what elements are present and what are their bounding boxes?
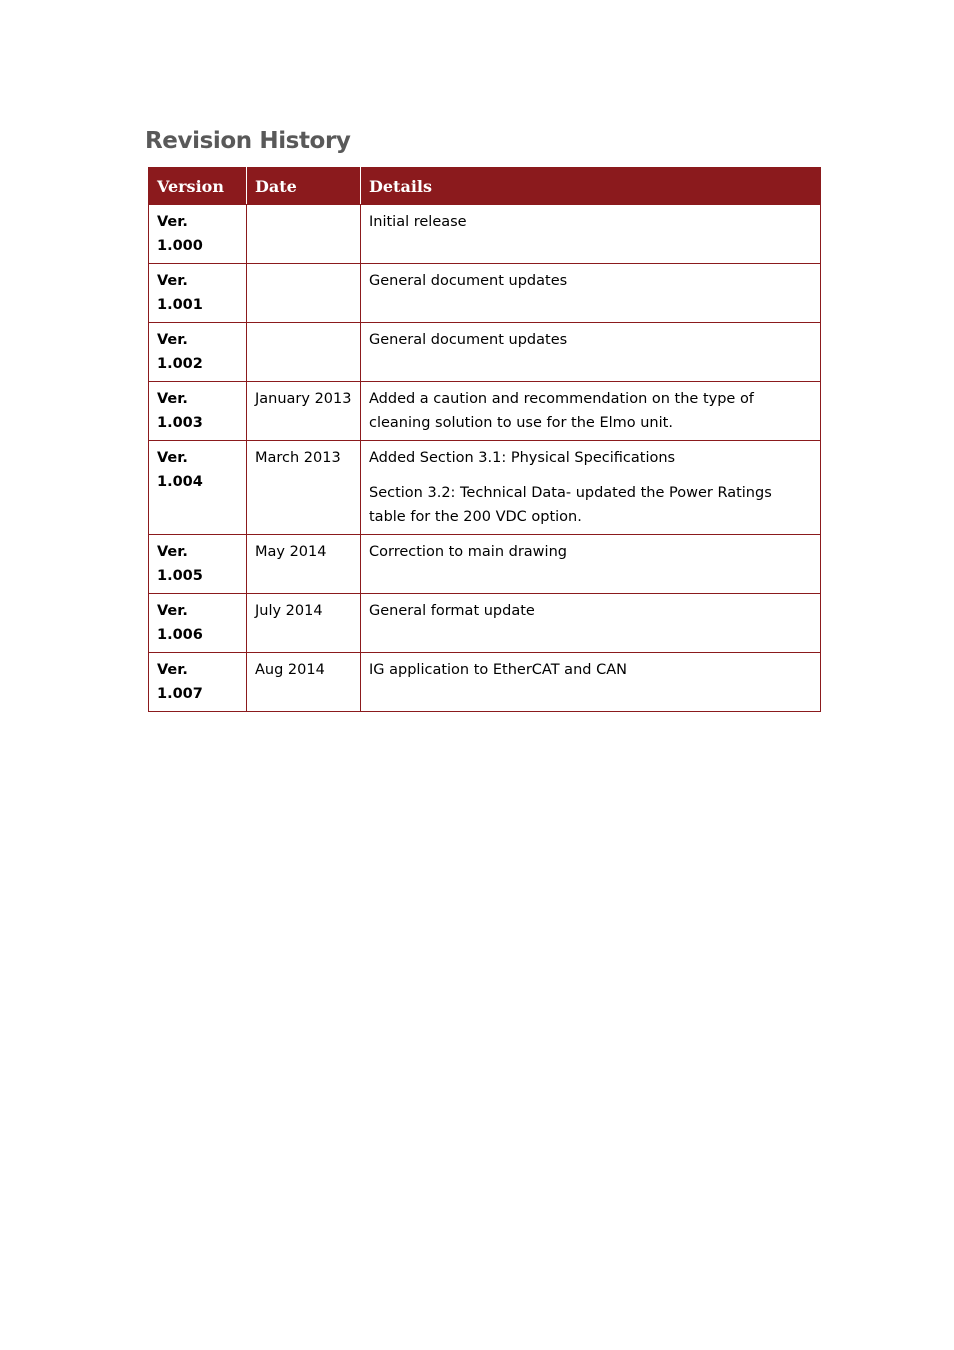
details-text: General document updates <box>369 332 568 348</box>
details-text: General document updates <box>369 273 568 289</box>
version-cell: Ver. 1.003 <box>149 382 247 441</box>
details-text: Correction to main drawing <box>369 544 567 560</box>
version-cell: Ver. 1.002 <box>149 323 247 382</box>
details-cell <box>361 323 821 382</box>
details-cell <box>361 382 821 441</box>
table-row <box>149 382 821 441</box>
date-cell: Aug 2014 <box>247 653 361 712</box>
details-cell <box>361 441 821 535</box>
table-row <box>149 323 821 382</box>
details-cell <box>361 535 821 594</box>
date-cell <box>247 264 361 323</box>
date-cell: March 2013 <box>247 441 361 535</box>
page-title: Revision History <box>145 128 351 154</box>
version-cell: Ver. 1.007 <box>149 653 247 712</box>
date-cell <box>247 205 361 264</box>
column-header-version: Version <box>149 168 247 205</box>
details-text: Added a caution and recommendation on the type of cleaning solution to use for the Elmo unit. <box>369 391 754 431</box>
version-cell: Ver. 1.001 <box>149 264 247 323</box>
column-header-details: Details <box>361 168 821 205</box>
version-cell: Ver. 1.000 <box>149 205 247 264</box>
table-row <box>149 594 821 653</box>
details-cell <box>361 594 821 653</box>
version-cell: Ver. 1.006 <box>149 594 247 653</box>
details-text: General format update <box>369 603 535 619</box>
table-header-row <box>149 168 821 205</box>
details-text: Added Section 3.1: Physical Specifications <box>369 450 676 466</box>
date-cell: July 2014 <box>247 594 361 653</box>
version-cell: Ver. 1.004 <box>149 441 247 535</box>
table-row <box>149 441 821 535</box>
table-row <box>149 264 821 323</box>
details-text: Section 3.2: Technical Data- updated the Power Ratings table for the 200 VDC option. <box>369 485 772 525</box>
details-cell <box>361 264 821 323</box>
table-row <box>149 535 821 594</box>
date-cell: May 2014 <box>247 535 361 594</box>
details-cell <box>361 653 821 712</box>
table-row <box>149 205 821 264</box>
version-cell: Ver. 1.005 <box>149 535 247 594</box>
date-cell: January 2013 <box>247 382 361 441</box>
details-text: Initial release <box>369 214 467 230</box>
revision-history-table <box>148 167 821 712</box>
column-header-date: Date <box>247 168 361 205</box>
date-cell <box>247 323 361 382</box>
details-text: IG application to EtherCAT and CAN <box>369 662 627 678</box>
details-cell <box>361 205 821 264</box>
table-row <box>149 653 821 712</box>
